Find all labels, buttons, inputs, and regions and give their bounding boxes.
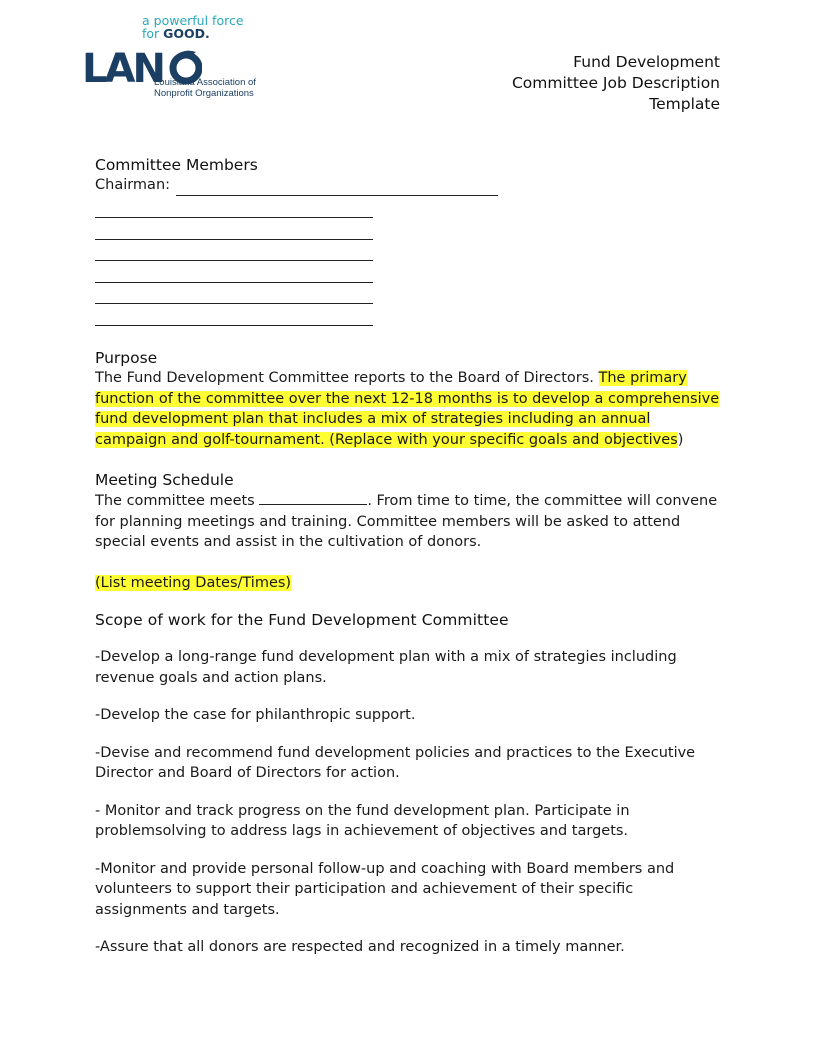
tagline-line-2: [142, 27, 244, 40]
purpose-text-tail: ): [677, 431, 684, 448]
title-line-1: Fund Development: [573, 53, 720, 71]
scope-section: [95, 610, 725, 958]
member-line: [95, 197, 373, 219]
meeting-text-before: The committee meets: [95, 493, 260, 510]
scope-heading: Scope of work for the Fund Development Committee: [95, 611, 509, 630]
meeting-blank-line: [259, 490, 367, 505]
member-line: [95, 218, 373, 240]
purpose-heading: Purpose: [95, 349, 158, 368]
chairman-row: [95, 175, 725, 196]
tagline-good: GOOD.: [163, 26, 210, 41]
document-body: [95, 155, 725, 958]
purpose-section: [95, 348, 725, 450]
meeting-text-after: . From time to time, the committee will convene for planning meetings and training. Committee members will be asked to attend special events and assist in the cultivation of donors.: [95, 493, 718, 551]
purpose-text: [95, 368, 725, 450]
member-line: [95, 283, 373, 305]
chairman-blank-line: [176, 179, 498, 196]
meeting-dates-text: (List meeting Dates/Times): [95, 574, 292, 591]
member-lines: [95, 197, 725, 327]
chairman-label: Chairman:: [95, 177, 171, 193]
purpose-text-plain: The Fund Development Committee reports to the Board of Directors.: [95, 370, 599, 387]
document-title: [512, 52, 720, 115]
purpose-text-highlighted: The primary function of the committee over the next 12-18 months is to develop a comprehensive fund development plan that includes a mix of strategies including an annual campaign and golf-tournament. (Replace with your specific goals and objectives: [95, 370, 720, 448]
scope-item: -Develop the case for philanthropic support.: [95, 707, 416, 724]
tagline-line-1: a powerful force: [142, 13, 244, 28]
meeting-dates-placeholder: [95, 573, 725, 594]
lan-letters: LAN: [82, 46, 163, 90]
scope-item: - Monitor and track progress on the fund development plan. Participate in problemsolving to address lags in achievement of objectives and targets.: [95, 802, 630, 840]
org-name-line-2: Nonprofit Organizations: [154, 87, 254, 99]
scope-item: -Assure that all donors are respected and recognized in a timely manner.: [95, 939, 625, 956]
member-line: [95, 261, 373, 283]
scope-item: -Devise and recommend fund development policies and practices to the Executive Director and Board of Directors for action.: [95, 744, 696, 782]
meeting-schedule-section: [95, 470, 725, 593]
tagline-prefix: for: [142, 26, 164, 41]
meeting-text: [95, 490, 725, 553]
org-name: [154, 78, 256, 99]
logo-tagline: [142, 14, 244, 40]
scope-item: -Monitor and provide personal follow-up and coaching with Board members and volunteers to support their participation and achievement of their specific assignments and targets.: [95, 860, 675, 918]
org-name-line-1: Louisiana Association of: [154, 77, 256, 88]
title-line-3: Template: [649, 95, 720, 113]
committee-members-section: [95, 155, 725, 326]
member-line: [95, 304, 373, 326]
title-line-2: Committee Job Description: [511, 74, 720, 92]
member-line: [95, 240, 373, 262]
scope-item: -Develop a long-range fund development plan with a mix of strategies including revenue goals and action plans.: [95, 649, 677, 686]
committee-members-heading: Committee Members: [95, 156, 258, 174]
lano-logo: [82, 14, 282, 104]
meeting-schedule-heading: Meeting Schedule: [95, 471, 234, 490]
